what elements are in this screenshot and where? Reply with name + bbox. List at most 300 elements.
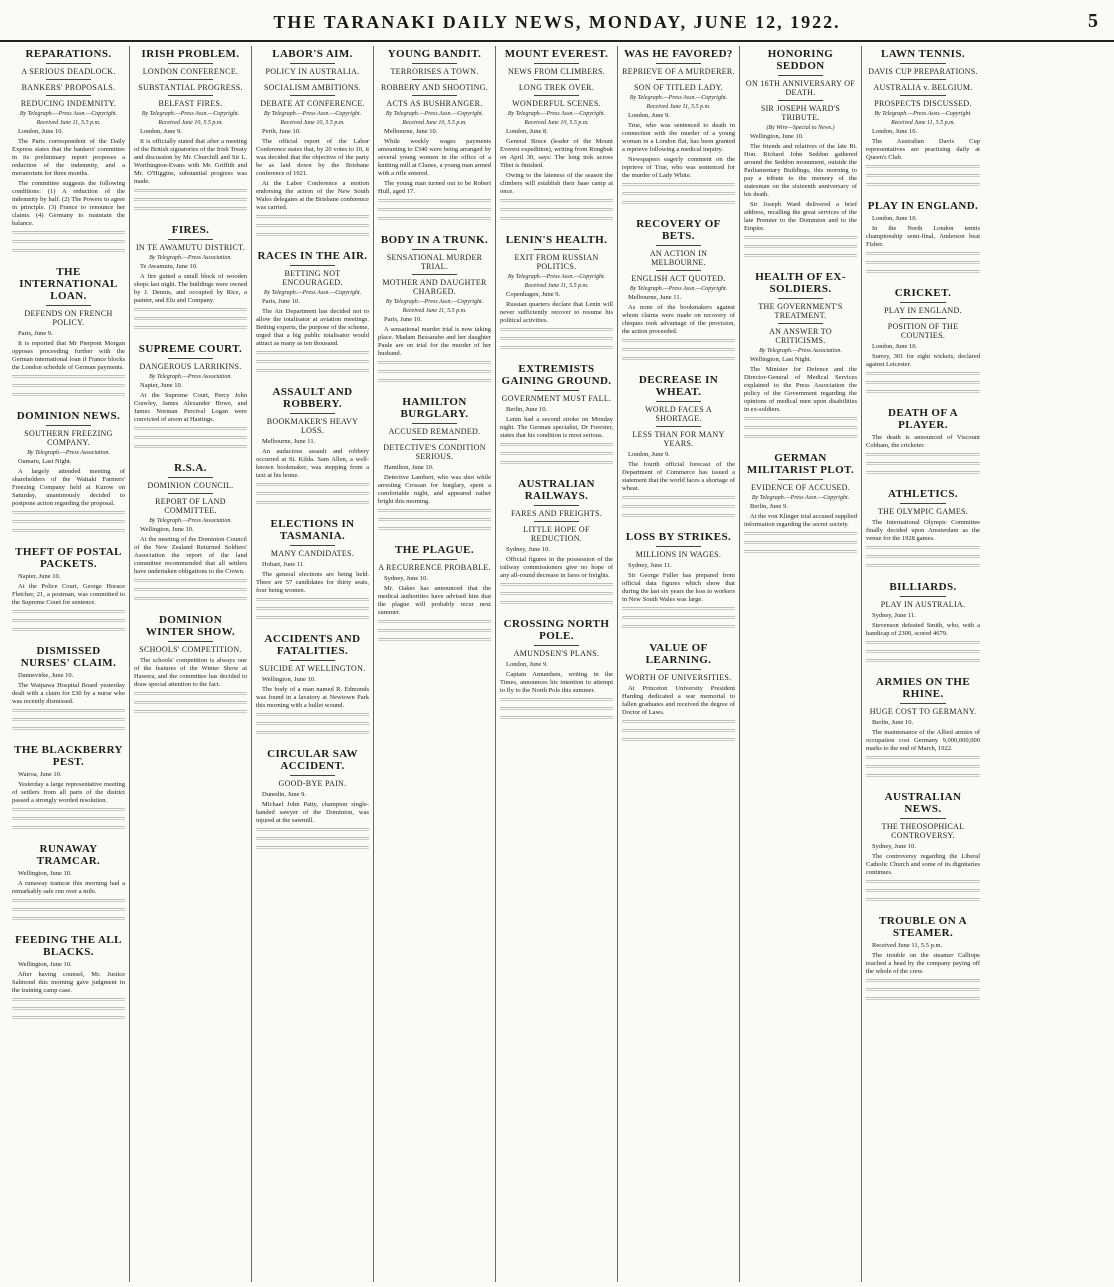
article <box>866 48 980 190</box>
article-subhead: BELFAST FIRES. <box>158 99 223 108</box>
article <box>12 546 125 635</box>
article-paragraph: Hobart, June 11. <box>262 561 305 568</box>
divider <box>656 546 701 547</box>
text-lines <box>866 173 980 181</box>
article-paragraph: The Australian Davis Cup representatives are practising daily at Queen's Club. <box>866 138 980 161</box>
article-paragraph: The schools' competition is always one of the features of the Winter Show at Hawera, and the committee has decided to draw special attention to the fact. <box>134 657 247 688</box>
text-lines <box>256 606 369 614</box>
divider <box>290 79 335 80</box>
divider <box>656 669 701 670</box>
article-headline: RECOVERY OF BETS. <box>636 218 721 242</box>
article-paragraph: London, June 10. <box>872 343 918 350</box>
article-paragraph: Dunedin, June 9. <box>262 791 307 798</box>
divider <box>412 95 457 96</box>
article-headline: WAS HE FAVORED? <box>624 48 733 60</box>
text-lines <box>256 827 369 835</box>
article <box>12 744 125 833</box>
text-lines <box>12 717 125 725</box>
text-lines <box>866 251 980 259</box>
article-subhead: THE OLYMPIC GAMES. <box>877 507 969 516</box>
article-paragraph: Oamaru, Last Night. <box>18 458 72 465</box>
text-lines <box>256 482 369 490</box>
text-lines <box>866 452 980 460</box>
article-paragraph: Sydney, June 10. <box>872 843 916 850</box>
article <box>12 843 125 924</box>
article-paragraph: The International Olympic Committee finally decided upon Amsterdam as the venue for the 1928 games. <box>866 519 980 542</box>
text-lines <box>12 618 125 626</box>
article-subhead: A SERIOUS DEADLOCK. <box>21 67 116 76</box>
article-paragraph: Melbourne, June 10. <box>384 128 438 135</box>
article-subhead: ROBBERY AND SHOOTING. <box>380 83 489 92</box>
text-lines <box>378 216 491 224</box>
article-paragraph: The Waipawa Hospital Board yesterday dealt with a claim for £30 by a nurse who was recently dismissed. <box>12 682 125 705</box>
article-headline: SUPREME COURT. <box>138 343 243 355</box>
article-subhead: THE THEOSOPHICAL CONTROVERSY. <box>881 822 965 840</box>
article-headline: R.S.A. <box>174 462 207 474</box>
article-paragraph: At the Supreme Court, Percy John Crawley, James Alexander Howe, and James Norman Percival Logan were convicted of arson at Hastings. <box>134 392 247 423</box>
divider <box>656 63 701 64</box>
text-lines <box>866 545 980 553</box>
text-lines <box>866 380 980 388</box>
article-headline: FEEDING THE ALL BLACKS. <box>15 934 122 958</box>
text-lines <box>378 207 491 215</box>
article-headline: DEATH OF A PLAYER. <box>887 407 958 431</box>
text-lines <box>866 996 980 1004</box>
article-paragraph: Paris, June 10. <box>262 298 300 305</box>
text-lines <box>12 1015 125 1023</box>
article-paragraph: Michael John Patty, champion single-handed sawyer of the Dominion, was injured at the sawmill. <box>256 801 369 824</box>
article-paragraph: Copenhagen, June 9. <box>506 291 561 298</box>
article-headline: ELECTIONS IN TASMANIA. <box>270 518 355 542</box>
text-lines <box>622 338 735 346</box>
article-subhead: AN ANSWER TO CRITICISMS. <box>769 327 832 345</box>
article-subhead: SOUTHERN FREEZING COMPANY. <box>24 429 113 447</box>
text-lines <box>12 627 125 635</box>
article-subhead: MANY CANDIDATES. <box>270 549 355 558</box>
article-headline: RACES IN THE AIR. <box>257 250 368 262</box>
text-lines <box>256 597 369 605</box>
article <box>134 614 247 717</box>
byline: By Telegraph.—Press Assn.—Copyright. <box>263 290 362 296</box>
article-subhead: SUICIDE AT WELLINGTON. <box>259 664 366 673</box>
article-headline: AUSTRALIAN NEWS. <box>884 791 962 815</box>
divider <box>534 505 579 506</box>
article <box>744 48 857 261</box>
text-lines <box>622 624 735 632</box>
text-lines <box>134 700 247 708</box>
article-paragraph: Paris, June 9. <box>18 330 53 337</box>
text-lines <box>500 582 613 590</box>
article-subhead: TERRORISES A TOWN. <box>390 67 479 76</box>
text-lines <box>866 563 980 571</box>
text-lines <box>12 230 125 238</box>
article-subhead: ACTS AS BUSHRANGER. <box>386 99 483 108</box>
text-lines <box>500 591 613 599</box>
divider <box>778 100 823 101</box>
article-paragraph: Perth, June 10. <box>262 128 301 135</box>
article-subhead: DEFENDS ON FRENCH POLICY. <box>24 309 113 327</box>
article-paragraph: Wellington, June 10. <box>750 133 804 140</box>
article-paragraph: Hamilton, June 10. <box>384 464 434 471</box>
divider <box>778 75 823 76</box>
text-lines <box>866 182 980 190</box>
article <box>866 676 980 781</box>
text-lines <box>622 737 735 745</box>
article-headline: ACCIDENTS AND FATALITIES. <box>264 633 361 657</box>
divider <box>534 249 579 250</box>
divider <box>168 79 213 80</box>
article-paragraph: The official report of the Labor Conference states that, by 20 votes to 10, it was decided that the objective of the party be as laid down by the Brisbane conference of 1921. <box>256 138 369 177</box>
text-lines <box>866 987 980 995</box>
text-lines <box>500 600 613 608</box>
article-subhead: BANKERS' PROPOSALS. <box>21 83 116 92</box>
divider <box>168 493 213 494</box>
byline: By Telegraph.—Press Association. <box>759 348 842 354</box>
article <box>12 410 125 536</box>
article <box>256 48 369 240</box>
text-lines <box>134 188 247 196</box>
text-lines <box>256 712 369 720</box>
article <box>744 271 857 442</box>
article <box>500 363 613 468</box>
text-lines <box>500 198 613 206</box>
article-headline: BILLIARDS. <box>889 581 957 593</box>
article <box>378 544 491 645</box>
article-paragraph: The friends and relatives of the late Rt. Hon. Richard John Seddon gathered around the Seddon monument, outside the Parliamentary Buildings, this morning to pay a tribute to the memory of the statesman on the sixteenth anniversary of his death. <box>744 143 857 198</box>
divider <box>412 79 457 80</box>
article <box>12 266 125 400</box>
text-lines <box>866 269 980 277</box>
divider <box>290 95 335 96</box>
divider <box>778 323 823 324</box>
article-subhead: DANGEROUS LARRIKINS. <box>139 362 242 371</box>
article-subhead: AMUNDSEN'S PLANS. <box>513 649 600 658</box>
article-paragraph: Newspapers eagerly comment on the reprieve of True, who was sentenced for the murder of Lady White. <box>622 156 735 179</box>
article <box>256 386 369 508</box>
article-paragraph: London, June 10. <box>872 215 918 222</box>
article-headline: EXTREMISTS GAINING GROUND. <box>501 363 612 387</box>
text-lines <box>744 549 857 557</box>
text-lines <box>12 528 125 536</box>
text-lines <box>256 491 369 499</box>
article <box>500 234 613 353</box>
article-paragraph: Te Awamutu, June 10. <box>140 263 198 270</box>
article-subhead: AN ACTION IN MELBOURNE. <box>649 249 708 267</box>
divider <box>778 479 823 480</box>
article-headline: AUSTRALIAN RAILWAYS. <box>518 478 595 502</box>
article-paragraph: The committee suggests the following conditions: (1) A reduction of the indemnity by half. (2) The Powers to agree in principle. (3) France to renounce her claims. (4) Germany to maintain the balance. <box>12 180 125 227</box>
article-headline: THEFT OF POSTAL PACKETS. <box>15 546 122 570</box>
byline: By Telegraph.—Press Assn.—Copyright. <box>141 111 240 117</box>
received-line: Received June 10, 5.5 p.m. <box>524 120 589 126</box>
text-lines <box>134 197 247 205</box>
text-lines <box>622 347 735 355</box>
article-paragraph: Sydney, June 11. <box>872 612 916 619</box>
text-lines <box>378 628 491 636</box>
article <box>134 343 247 452</box>
article-subhead: BETTING NOT ENCOURAGED. <box>282 269 343 287</box>
article-subhead: ENGLISH ACT QUOTED. <box>631 274 726 283</box>
divider <box>290 265 335 266</box>
article-subhead: ACCUSED REMANDED. <box>388 427 481 436</box>
divider <box>412 274 457 275</box>
divider <box>534 645 579 646</box>
article <box>866 488 980 571</box>
divider <box>900 302 946 303</box>
article-paragraph: At the Police Court, George Horace Fletcher, 21, a postman, was committed to the Supreme Court for sentence. <box>12 583 125 606</box>
divider <box>168 641 213 642</box>
article-headline: YOUNG BANDIT. <box>387 48 482 60</box>
article <box>256 518 369 623</box>
article-paragraph: Melbourne, June 11. <box>262 438 316 445</box>
article-paragraph: Melbourne, June 11. <box>628 294 682 301</box>
text-lines <box>134 316 247 324</box>
column-2 <box>130 46 252 1282</box>
article <box>134 48 247 214</box>
divider <box>534 390 579 391</box>
article-paragraph: At the Labor Conference a motion endorsing the action of the New South Wales delegates at the Brisbane conference was carried. <box>256 180 369 211</box>
article-paragraph: At the von Klinger trial accused supplied information regarding the secret society. <box>744 513 857 528</box>
byline: By Telegraph.—Press Assn.—Copyright. <box>507 111 606 117</box>
article-subhead: PROSPECTS DISCUSSED. <box>874 99 972 108</box>
article-subhead: MOTHER AND DAUGHTER CHARGED. <box>382 278 487 296</box>
article <box>622 48 735 208</box>
article <box>12 645 125 734</box>
text-lines <box>866 764 980 772</box>
divider <box>46 79 91 80</box>
article-headline: HEALTH OF EX-SOLDIERS. <box>755 271 846 295</box>
divider <box>656 426 701 427</box>
text-lines <box>256 214 369 222</box>
article <box>866 581 980 666</box>
news-columns <box>8 46 1106 1282</box>
article <box>378 396 491 534</box>
article-headline: DOMINION NEWS. <box>16 410 121 422</box>
article-subhead: BOOKMAKER'S HEAVY LOSS. <box>266 417 359 435</box>
article-subhead: POSITION OF THE COUNTIES. <box>887 322 959 340</box>
article-paragraph: Wellington, June 10. <box>140 526 194 533</box>
article <box>866 287 980 397</box>
article-subhead: LONDON CONFERENCE. <box>142 67 239 76</box>
article <box>866 791 980 905</box>
article-paragraph: Sir Joseph Ward delivered a brief address, recalling the great services of the late Premier to the Dominion and to the Empire. <box>744 201 857 232</box>
divider <box>900 63 946 64</box>
article-headline: REPARATIONS. <box>25 48 112 60</box>
article-subhead: POLICY IN AUSTRALIA. <box>265 67 360 76</box>
article-headline: PLAY IN ENGLAND. <box>867 200 979 212</box>
page-number: 5 <box>1088 10 1098 32</box>
article-headline: IRISH PROBLEM. <box>141 48 240 60</box>
divider <box>534 521 579 522</box>
text-lines <box>500 697 613 705</box>
article-subhead: AUSTRALIA v. BELGIUM. <box>873 83 973 92</box>
article-paragraph: A sensational murder trial is now taking place. Madam Bessarabo and her daughter Paule are on trial for the murder of her husband. <box>378 326 491 357</box>
article-subhead: WORLD FACES A SHORTAGE. <box>645 405 712 423</box>
text-lines <box>744 416 857 424</box>
article <box>866 915 980 1004</box>
text-lines <box>12 708 125 716</box>
text-lines <box>744 235 857 243</box>
text-lines <box>256 368 369 376</box>
article <box>256 250 369 376</box>
article-headline: CIRCULAR SAW ACCIDENT. <box>267 748 358 772</box>
article-paragraph: Owing to the lateness of the season the climbers will establish their base camp at once. <box>500 172 613 195</box>
text-lines <box>744 540 857 548</box>
divider <box>534 79 579 80</box>
text-lines <box>12 239 125 247</box>
article-paragraph: Berlin, June 9. <box>750 503 788 510</box>
text-lines <box>134 578 247 586</box>
article-paragraph: London, June 10. <box>872 128 918 135</box>
text-lines <box>622 356 735 364</box>
article-paragraph: The body of a man named R. Edmonds was found in a lavatory at Newtown Park this morning with a bullet wound. <box>256 686 369 709</box>
article-paragraph: At Princeton University President Harding dedicated a war memorial to fallen graduates and received the degree of Doctor of Laws. <box>622 685 735 716</box>
divider <box>534 95 579 96</box>
divider <box>168 63 213 64</box>
text-lines <box>500 442 613 450</box>
article-headline: TROUBLE ON A STEAMER. <box>879 915 967 939</box>
article-subhead: HUGE COST TO GERMANY. <box>869 707 977 716</box>
article-paragraph: Sydney, June 11. <box>628 562 672 569</box>
divider <box>656 79 701 80</box>
article-headline: DOMINION WINTER SHOW. <box>145 614 236 638</box>
text-lines <box>134 325 247 333</box>
article <box>256 748 369 853</box>
text-lines <box>378 378 491 386</box>
article-paragraph: Berlin, June 10. <box>506 406 548 413</box>
article-headline: THE PLAGUE. <box>395 544 474 556</box>
column-3 <box>252 46 374 1282</box>
article-paragraph: Sir George Fuller has prepared from official data figures which show that during the last six years the loss to workers in New South Wales was large. <box>622 572 735 603</box>
article-headline: ARMIES ON THE RHINE. <box>875 676 971 700</box>
article-paragraph: The young man turned out to be Robert Hull, aged 17. <box>378 180 491 195</box>
divider <box>168 358 213 359</box>
article-paragraph: Napier, June 10. <box>18 573 61 580</box>
article-paragraph: At the meeting of the Dominion Council of the New Zealand Returned Soldiers' Association the report of the land committee recommended that all settlers have undertaken obligations to the Crown. <box>134 536 247 575</box>
article-paragraph: Wellington, June 10. <box>18 870 72 877</box>
text-lines <box>378 619 491 627</box>
article-paragraph: While weekly wages payments amounting to £340 were being arranged by several young women in the office of a knitting mill at Clunes, a young man armed with a rifle entered. <box>378 138 492 177</box>
text-lines <box>12 1006 125 1014</box>
article-headline: HONORING SEDDON <box>767 48 834 72</box>
article-paragraph: Lenin had a second stroke on Monday night. The German specialist, Dr Foerster, states that his condition is most serious. <box>500 416 613 439</box>
column-6 <box>618 46 740 1282</box>
divider <box>46 63 91 64</box>
article <box>12 934 125 1023</box>
text-lines <box>256 500 369 508</box>
text-lines <box>378 369 491 377</box>
text-lines <box>256 845 369 853</box>
text-lines <box>256 721 369 729</box>
article-paragraph: Berlin, June 10. <box>872 719 914 726</box>
divider <box>900 703 946 704</box>
article-headline: MOUNT EVEREST. <box>504 48 609 60</box>
article-subhead: SENSATIONAL MURDER TRIAL. <box>386 253 483 271</box>
text-lines <box>134 444 247 452</box>
divider <box>656 270 701 271</box>
byline: By Telegraph.—Press Assn.—Copyright. <box>385 299 484 305</box>
divider <box>168 239 213 240</box>
article-paragraph: Yesterday a large representative meeting of settlers from all parts of the district passed a strongly worded resolution. <box>12 781 125 804</box>
byline: By Telegraph.—Press Association. <box>149 518 232 524</box>
text-lines <box>866 897 980 905</box>
text-lines <box>500 706 613 714</box>
article <box>500 618 613 723</box>
article-paragraph: Wellington, Last Night. <box>750 356 812 363</box>
article <box>378 48 491 224</box>
article-subhead: REPORT OF LAND COMMITTEE. <box>155 497 226 515</box>
divider <box>534 63 579 64</box>
text-lines <box>744 425 857 433</box>
article-paragraph: An audacious assault and robbery occurred at St. Kilda. Sam Allen, a well-known bookmaker, was stepping from a taxi at his home. <box>256 448 369 479</box>
article-paragraph: Received June 11, 5.5 p.m. <box>872 942 943 949</box>
article-paragraph: The trouble on the steamer Calliope reached a head by the company paying off the whole of the crew. <box>866 952 980 975</box>
article-subhead: DOMINION COUNCIL. <box>147 481 234 490</box>
text-lines <box>378 526 491 534</box>
column-5 <box>496 46 618 1282</box>
byline: By Telegraph.—Press Assn.—Copyright. <box>629 95 728 101</box>
divider <box>778 298 823 299</box>
divider <box>900 596 946 597</box>
article-headline: CROSSING NORTH POLE. <box>503 618 610 642</box>
text-lines <box>866 164 980 172</box>
article <box>378 234 491 386</box>
article-subhead: DEBATE AT CONFERENCE. <box>260 99 365 108</box>
article-paragraph: Sydney, June 10. <box>506 546 550 553</box>
text-lines <box>134 596 247 604</box>
text-lines <box>12 248 125 256</box>
article-subhead: MILLIONS IN WAGES. <box>635 550 722 559</box>
article-paragraph: The fourth official forecast of the Department of Commerce has issued a statement that the world faces a shortage of wheat. <box>622 461 735 492</box>
newspaper-title: THE TARANAKI DAILY NEWS, MONDAY, JUNE 12, 1922. <box>273 12 841 32</box>
article-paragraph: General Bruce (leader of the Mount Everest expedition), writing from Rongbuk on April 30, says: The long trek across Tibet is finished. <box>500 138 613 169</box>
text-lines <box>744 253 857 261</box>
article-subhead: NEWS FROM CLIMBERS. <box>507 67 606 76</box>
text-lines <box>256 615 369 623</box>
text-lines <box>622 200 735 208</box>
divider <box>290 775 335 776</box>
byline: By Telegraph.—Press Assn.—Copyright. <box>874 111 972 117</box>
article <box>866 407 980 478</box>
byline: By Telegraph.—Press Assn.—Copyright. <box>263 111 362 117</box>
divider <box>412 63 457 64</box>
article-paragraph: Napier, June 10. <box>140 382 183 389</box>
text-lines <box>12 726 125 734</box>
article-subhead: THE GOVERNMENT'S TREATMENT. <box>758 302 843 320</box>
article-paragraph: Mr. Oakes has announced that the medical authorities have advised him that the plague will probably recur next summer. <box>378 585 491 616</box>
article-subhead: IN TE AWAMUTU DISTRICT. <box>135 243 246 252</box>
text-lines <box>12 609 125 617</box>
article-subhead: WONDERFUL SCENES. <box>512 99 601 108</box>
article-paragraph: The Air Department has decided not to allow the totalisator at aviation meetings. Betting experts, the purpose of the scheme, urged that a big public totalisator would attract as many as ten thousand. <box>256 308 369 347</box>
article-paragraph: Captain Amundsen, writing in the Times, announces his intention to attempt to fly to the North Pole this summer. <box>500 671 613 694</box>
text-lines <box>256 232 369 240</box>
article-headline: VALUE OF LEARNING. <box>645 642 712 666</box>
text-lines <box>134 587 247 595</box>
text-lines <box>256 836 369 844</box>
text-lines <box>378 508 491 516</box>
text-lines <box>744 531 857 539</box>
article <box>744 452 857 557</box>
article-subhead: SCHOOLS' COMPETITION. <box>139 645 242 654</box>
text-lines <box>866 461 980 469</box>
divider <box>290 413 335 414</box>
article <box>622 218 735 364</box>
article-headline: LENIN'S HEALTH. <box>505 234 608 246</box>
text-lines <box>500 715 613 723</box>
article-paragraph: Stevenson defeated Smith, who, with a handicap of 2300, scored 4679. <box>866 622 980 637</box>
text-lines <box>134 691 247 699</box>
